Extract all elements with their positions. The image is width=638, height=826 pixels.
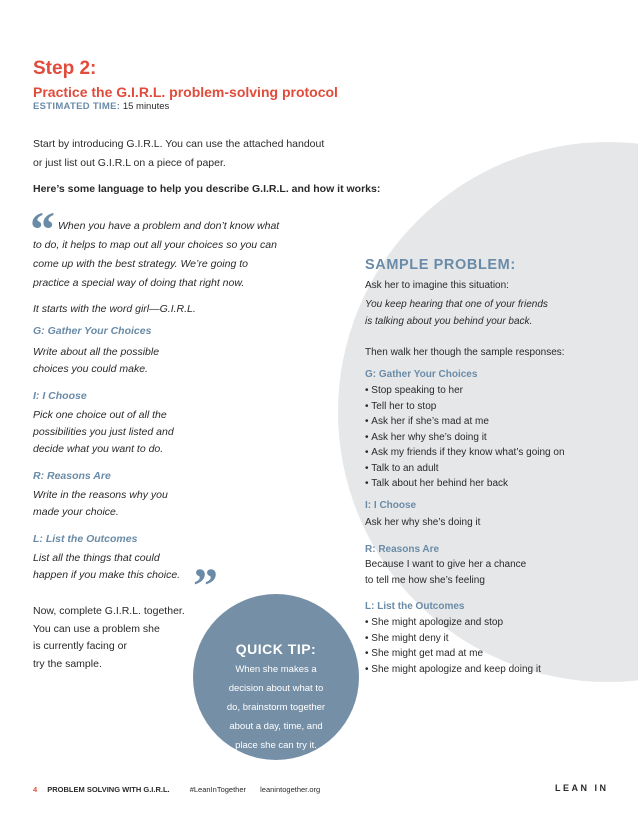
sample-r-header: R: Reasons Are: [365, 544, 440, 555]
language-heading: Here’s some language to help you describe G.I.R.L. and how it works:: [33, 183, 381, 195]
estimated-time-value: 15 minutes: [122, 101, 170, 112]
sample-l-header: L: List the Outcomes: [365, 601, 465, 612]
estimated-time-label: ESTIMATED TIME:: [33, 101, 121, 112]
hashtag: #LeanInTogether: [189, 785, 247, 794]
intro-line: or just list out G.I.R.L on a piece of paper.: [33, 157, 226, 169]
quick-tip-title: QUICK TIP:: [235, 641, 317, 657]
step-i-line: Pick one choice out of all the: [33, 409, 167, 421]
intro-paragraph: [33, 135, 373, 173]
step-title: Step 2:: [33, 58, 97, 79]
website-url: leanintogether.org: [260, 785, 321, 794]
tip-line: about a day, time, and: [229, 721, 323, 732]
list-item: • Stop speaking to her: [365, 383, 630, 399]
page-number: 4: [33, 785, 38, 794]
sample-r-line: to tell me how she’s feeling: [365, 575, 485, 586]
quote-line: practice a special way of doing that right now.: [33, 277, 245, 289]
step-i-line: possibilities you just listed and: [33, 426, 174, 438]
sample-i-header: I: I Choose: [365, 500, 417, 511]
sample-g-list: [365, 383, 630, 492]
list-item: • She might deny it: [365, 631, 630, 647]
close-quote-icon: ”: [193, 557, 218, 613]
step-l-header: L: List the Outcomes: [33, 533, 138, 545]
complete-line: is currently facing or: [33, 640, 127, 652]
sample-ask: Ask her to imagine this situation:: [365, 280, 509, 291]
list-item: • She might get mad at me: [365, 646, 630, 662]
list-item: • Ask her if she’s mad at me: [365, 414, 630, 430]
document-name: PROBLEM SOLVING WITH G.I.R.L.: [47, 785, 170, 794]
complete-paragraph: [33, 603, 218, 673]
quote-line: When you have a problem and don’t know what: [58, 220, 280, 232]
list-item: • She might apologize and keep doing it: [365, 662, 630, 678]
list-item: • She might apologize and stop: [365, 615, 630, 631]
tip-line: When she makes a: [235, 664, 317, 675]
sample-l-list: [365, 615, 630, 677]
intro-line: Start by introducing G.I.R.L. You can use the attached handout: [33, 138, 325, 150]
complete-line: Now, complete G.I.R.L. together.: [33, 605, 185, 617]
list-item: • Ask her why she’s doing it: [365, 430, 630, 446]
step-r-line: Write in the reasons why you: [33, 489, 168, 501]
quote-line: It starts with the word girl—G.I.R.L.: [33, 303, 196, 315]
step-g-line: Write about all the possible: [33, 346, 160, 358]
step-r-header: R: Reasons Are: [33, 470, 111, 482]
tip-line: do, brainstorm together: [226, 702, 326, 713]
list-item: • Talk about her behind her back: [365, 476, 630, 492]
tip-line: decision about what to: [228, 683, 324, 694]
step-r-line: made your choice.: [33, 506, 119, 518]
step-i-line: decide what you want to do.: [33, 443, 164, 455]
sample-problem-title: SAMPLE PROBLEM:: [365, 257, 516, 273]
sample-situation-line: You keep hearing that one of your friends: [365, 299, 548, 310]
step-g-header: G: Gather Your Choices: [33, 325, 152, 337]
step-l-line: happen if you make this choice.: [33, 569, 181, 581]
quote-line: come up with the best strategy. We’re going to: [33, 258, 248, 270]
sample-walk: Then walk her though the sample responses:: [365, 347, 565, 358]
step-g-line: choices you could make.: [33, 363, 148, 375]
step-l-line: List all the things that could: [33, 552, 160, 564]
lean-in-logo: LEAN IN: [555, 783, 609, 793]
sample-i-text: Ask her why she’s doing it: [365, 517, 481, 528]
sample-g-header: G: Gather Your Choices: [365, 369, 478, 380]
sample-situation-line: is talking about you behind your back.: [365, 316, 533, 327]
list-item: • Tell her to stop: [365, 399, 630, 415]
tip-line: place she can try it.: [235, 740, 317, 751]
footer: [33, 785, 320, 794]
step-i-header: I: I Choose: [33, 390, 87, 402]
estimated-time: [33, 101, 169, 112]
open-quote-icon: “: [30, 201, 55, 257]
sample-r-line: Because I want to give her a chance: [365, 559, 527, 570]
complete-line: You can use a problem she: [33, 622, 160, 635]
complete-line: try the sample.: [33, 657, 102, 670]
step-subtitle: Practice the G.I.R.L. problem-solving protocol: [33, 84, 338, 100]
quick-tip-body: [200, 660, 352, 755]
list-item: • Talk to an adult: [365, 461, 630, 477]
list-item: • Ask my friends if they know what’s going on: [365, 445, 630, 461]
quote-line: to do, it helps to map out all your choices so you can: [33, 239, 277, 251]
